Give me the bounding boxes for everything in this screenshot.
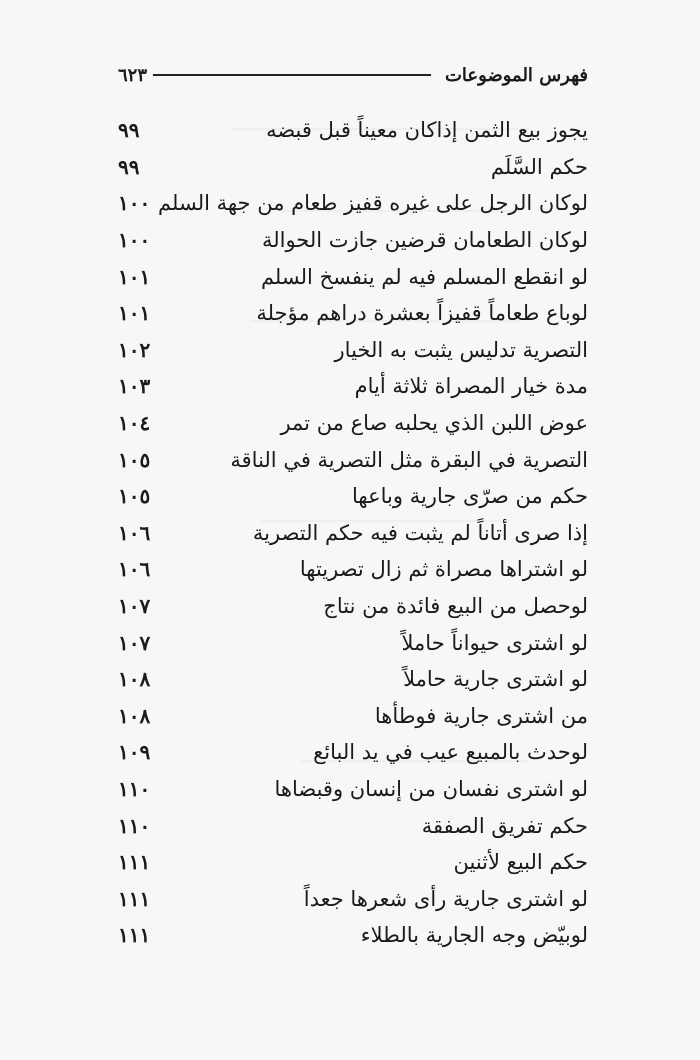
toc-entry [118,624,588,661]
toc-page-number: ١٠٨ [118,703,151,728]
toc-entry [118,112,588,149]
toc-page-number: ١٠٥ [118,447,151,472]
toc-topic: من اشترى جارية فوطأها [374,703,588,728]
toc-topic: لو اشترى حيواناً حاملاً [401,630,588,655]
toc-entry [118,771,588,808]
toc-topic: حكم من صرّى جارية وباعها [352,484,588,509]
toc-entry [118,917,588,954]
toc-topic: حكم تفريق الصفقة [421,813,588,838]
toc-entry [118,734,588,771]
toc-entry [118,844,588,881]
toc-page-number: ١١١ [118,850,151,875]
toc-entry [118,222,588,259]
toc-entry [118,295,588,332]
toc-page-number: ١٠١ [118,301,151,326]
toc-entry [118,880,588,917]
toc-page-number: ١٠٤ [118,411,151,436]
toc-topic: حكم السَّلَم [490,154,588,179]
toc-topic: لوباع طعاماً قفيزاً بعشرة دراهم مؤجلة [256,301,588,326]
toc-page-number: ٩٩ [118,118,140,143]
toc-page-number: ١١٠ [118,813,151,838]
toc-topic: لوبيّض وجه الجارية بالطلاء [360,923,588,948]
toc-page-number: ٩٩ [118,154,140,179]
toc-page-number: ١٠٧ [118,594,151,619]
toc-page-number: ١٠٠ [118,191,151,216]
toc-topic: لوحصل من البيع فائدة من نتاج [323,594,588,619]
toc-page-number: ١١١ [118,886,151,911]
toc-page-number: ١١٠ [118,776,151,801]
toc-topic: لوحدث بالمبيع عيب في يد البائع [313,740,588,765]
toc-page-number: ١٠٨ [118,667,151,692]
toc-topic: لو اشترى جارية حاملاً [403,667,588,692]
toc-page-number: ١٠٣ [118,374,151,399]
toc-topic: التصرية في البقرة مثل التصرية في الناقة [230,447,588,472]
toc-page-number: ١٠٢ [118,337,151,362]
toc-topic: لو اشترى جارية رأى شعرها جعداً [303,886,588,911]
toc-entry [118,368,588,405]
table-of-contents [118,112,588,954]
toc-entry [118,515,588,552]
toc-topic: التصرية تدليس يثبت به الخيار [334,337,588,362]
toc-entry [118,478,588,515]
toc-page-number: ١١١ [118,923,151,948]
toc-topic: لو اشترى نفسان من إنسان وقبضاها [274,776,588,801]
toc-page-number: ١٠٧ [118,630,151,655]
toc-topic: يجوز بيع الثمن إذاكان معيناً قبل قبضه [266,118,588,143]
toc-entry [118,149,588,186]
toc-entry [118,185,588,222]
toc-topic: حكم البيع لأثنين [453,850,588,875]
toc-entry [118,441,588,478]
toc-topic: لوكان الطعامان قرضين جازت الحوالة [261,228,588,253]
toc-topic: مدة خيار المصراة ثلاثة أيام [354,374,588,399]
running-header [118,60,588,90]
toc-topic: إذا صرى أتاناً لم يثبت فيه حكم التصرية [252,520,588,545]
toc-page-number: ١٠٦ [118,520,151,545]
toc-entry [118,332,588,369]
toc-page-number: ١٠٥ [118,484,151,509]
toc-page-number: ١٠١ [118,264,151,289]
toc-entry [118,258,588,295]
toc-entry [118,698,588,735]
header-page-number: ٦٢٣ [118,64,148,86]
toc-page-number: ١٠٩ [118,740,151,765]
toc-entry [118,807,588,844]
toc-entry [118,405,588,442]
toc-topic: لو اشتراها مصراة ثم زال تصريتها [299,557,588,582]
toc-page-number: ١٠٦ [118,557,151,582]
toc-entry [118,661,588,698]
toc-topic: عوض اللبن الذي يحلبه صاع من تمر [280,411,588,436]
toc-entry [118,588,588,625]
toc-topic: لو انقطع المسلم فيه لم ينفسخ السلم [260,264,588,289]
toc-page-number: ١٠٠ [118,228,151,253]
header-rule [153,74,431,76]
header-title: فهرس الموضوعات [444,64,588,86]
toc-topic: لوكان الرجل على غيره قفيز طعام من جهة السلم [158,191,588,216]
toc-entry [118,551,588,588]
